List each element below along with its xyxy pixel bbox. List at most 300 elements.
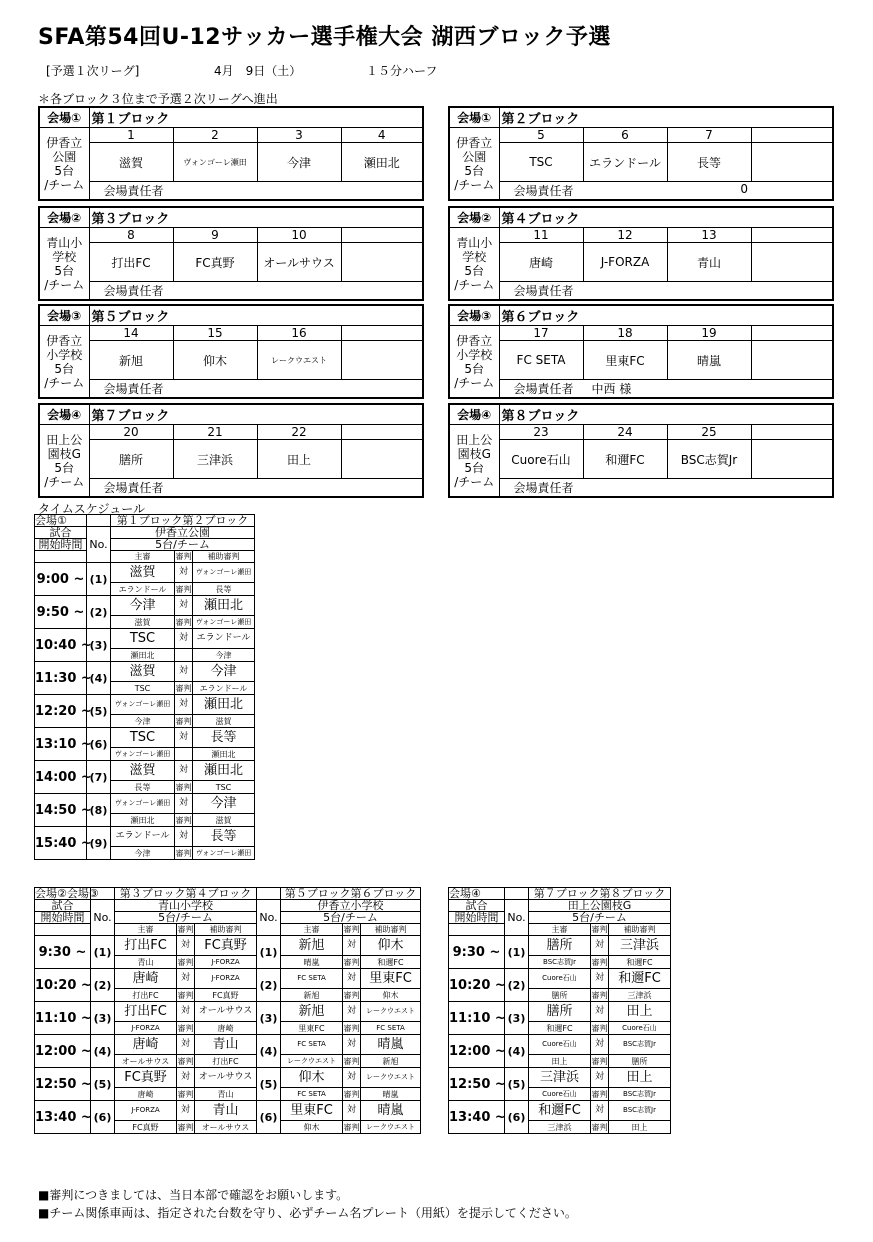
team-number: 9 [173,228,257,243]
referee-mark: 審判 [175,617,192,627]
assistant-referee-label: 補助審判 [195,924,257,936]
team-name: オールサウス [257,243,341,282]
main-referee-team: 瀬田北 [111,649,175,662]
home-team: TSC [111,629,175,649]
assistant-referee-team: オールサウス [195,1121,257,1134]
match-number: (4) [505,1035,529,1068]
spacer-cell [35,924,91,936]
match-start-time: 14:00 ~ [35,761,87,794]
cars-per-team: 5台/チーム [529,912,671,924]
team-number: 10 [257,228,341,243]
block-name: 第８ブロック [499,404,833,425]
home-team: 滋賀 [111,761,175,781]
vs-label: 対 [591,1035,609,1055]
block-name: 第３ブロック [89,207,423,228]
home-team: J-FORZA [115,1101,177,1121]
team-name: 打出FC [89,243,173,282]
team-name: 滋賀 [89,143,173,182]
team-name: 里東FC [583,341,667,380]
start-time-label: 開始時間 [35,539,87,551]
match-number: (3) [257,1002,281,1035]
match-start-time: 13:40 ~ [35,1101,91,1134]
referee-mark: 審判 [591,957,608,967]
referee-mark: 審判 [175,584,192,594]
spacer-cell [257,888,281,900]
team-number [341,425,423,440]
home-team: FC真野 [115,1068,177,1088]
match-number: (5) [257,1068,281,1101]
no-label: No. [257,900,281,936]
referee-mark: 審判 [343,1056,360,1066]
assistant-referee-team: 唐崎 [195,1022,257,1035]
block-name: 第２ブロック [499,107,833,128]
assistant-referee-team: 膳所 [609,1055,671,1068]
match-start-time: 9:30 ~ [449,936,505,969]
team-name: FC SETA [499,341,583,380]
home-team: ヴォンゴーレ瀬田 [111,794,175,814]
away-team: BSC志賀Jr [609,1101,671,1121]
match-start-time: 12:50 ~ [35,1068,91,1101]
match-start-time: 12:20 ~ [35,695,87,728]
vs-label: 対 [175,662,193,682]
no-label: No. [505,900,529,936]
referee-mark: 審判 [177,1023,194,1033]
away-team: 瀬田北 [193,761,255,781]
main-referee-team: レークウエスト [281,1055,343,1068]
match-start-time: 10:20 ~ [35,969,91,1002]
assistant-referee-team: 青山 [195,1088,257,1101]
match-number: (1) [91,936,115,969]
team-number: 6 [583,128,667,143]
assistant-referee-team: 和邇FC [361,956,421,969]
team-name: 瀬田北 [341,143,423,182]
team-number: 2 [173,128,257,143]
team-number: 23 [499,425,583,440]
vs-label: 対 [177,1035,195,1055]
match-number: (3) [91,1002,115,1035]
main-referee-team: 今津 [111,847,175,860]
team-number: 5 [499,128,583,143]
match-number: (5) [505,1068,529,1101]
team-number: 14 [89,326,173,341]
home-team: Cuore石山 [529,969,591,989]
away-team: オールサウス [195,1068,257,1088]
no-label: No. [91,900,115,936]
venue-manager-label: 会場責任者 [103,284,164,298]
vs-label: 対 [175,596,193,616]
away-team: 和邇FC [609,969,671,989]
team-number [751,228,833,243]
venue-detail-line: 5台 [54,361,75,376]
match-number: (3) [87,629,111,662]
team-name [751,143,833,182]
venue-detail-line: 公園 [52,149,77,164]
team-number: 24 [583,425,667,440]
venue-detail-line: 5台 [464,361,485,376]
assistant-referee-team: 晴嵐 [361,1088,421,1101]
schedule-place: 伊香立公園 [111,527,255,539]
main-referee-team: Cuore石山 [529,1088,591,1101]
venue-detail-line: 5台 [54,263,75,278]
spacer-cell [505,888,529,900]
venue-manager [499,479,833,498]
venue-detail-line: 田上公 [46,432,83,447]
match-label: 試合 [449,900,505,912]
referee-mark [175,649,193,662]
referee-label: 審判 [175,552,192,561]
team-name: 新旭 [89,341,173,380]
assistant-referee-team: 田上 [609,1121,671,1134]
match-start-time: 9:30 ~ [35,936,91,969]
referee-mark: 審判 [177,1056,194,1066]
vs-label: 対 [175,761,193,781]
schedule-venue-1 [34,514,255,860]
match-start-time: 9:50 ~ [35,596,87,629]
match-start-time: 11:10 ~ [35,1002,91,1035]
team-name: レークウエスト [257,341,341,380]
match-number: (2) [505,969,529,1002]
home-team: 膳所 [529,936,591,956]
team-number [751,128,833,143]
main-referee-label: 主審 [529,924,591,936]
match-start-time: 10:20 ~ [449,969,505,1002]
away-team: 晴嵐 [361,1035,421,1055]
team-name: J-FORZA [583,243,667,282]
team-number: 4 [341,128,423,143]
start-time-label: 開始時間 [35,912,91,924]
vs-label: 対 [343,936,361,956]
home-team: 和邇FC [529,1101,591,1121]
team-name: 膳所 [89,440,173,479]
home-team: 里東FC [281,1101,343,1121]
referee-mark: 審判 [175,716,192,726]
block-table [38,403,424,498]
venue-detail-line: /チーム [44,277,85,292]
team-number: 11 [499,228,583,243]
venue-label: 会場④ [449,404,499,425]
main-referee-team: TSC [111,682,175,695]
venue-manager-label: 会場責任者 [103,481,164,495]
venue-manager [89,182,423,201]
venue-detail-line: /チーム [44,177,85,192]
spacer-cell [35,551,87,563]
advance-note: ＊各ブロック３位まで予選２次リーグへ進出 [38,92,278,106]
vs-label: 対 [343,1068,361,1088]
team-name [341,341,423,380]
match-start-time: 12:00 ~ [35,1035,91,1068]
venue-detail-line: 伊香立 [456,333,493,348]
team-number: 12 [583,228,667,243]
match-number: (4) [257,1035,281,1068]
venue-label: 会場④ [39,404,89,425]
home-team: 今津 [111,596,175,616]
match-number: (5) [91,1068,115,1101]
home-team: 新旭 [281,1002,343,1022]
block-table [38,106,424,201]
venue-detail-line: 学校 [52,249,77,264]
venue-manager-label: 会場責任者 [513,382,574,396]
away-team: 瀬田北 [193,596,255,616]
schedule-venue-label: 会場④ [449,888,505,900]
away-team: 田上 [609,1068,671,1088]
venue-detail-line: /チーム [44,375,85,390]
venue-detail-line: 青山小 [456,235,493,250]
referee-mark [175,748,193,761]
venue-detail-line: 小学校 [456,347,493,362]
vs-label: 対 [343,1035,361,1055]
venue-manager-label: 会場責任者 [103,382,164,396]
match-start-time: 11:10 ~ [449,1002,505,1035]
away-team: 長等 [193,827,255,847]
team-number: 21 [173,425,257,440]
schedule-place: 青山小学校 [115,900,257,912]
referee-mark: 審判 [343,1122,360,1132]
match-start-time: 11:30 ~ [35,662,87,695]
cars-per-team: 5台/チーム [115,912,257,924]
venue-label: 会場② [449,207,499,228]
venue-detail-line: 伊香立 [46,135,83,150]
team-name [751,341,833,380]
home-team: 滋賀 [111,563,175,583]
home-team: 唐崎 [115,969,177,989]
away-team: 青山 [195,1035,257,1055]
match-start-time: 9:00 ~ [35,563,87,596]
match-start-time: 10:40 ~ [35,629,87,662]
venue-detail-line: 公園 [462,149,487,164]
referee-mark: 審判 [591,1056,608,1066]
venue-detail-line: /チーム [44,474,85,489]
vs-label: 対 [591,1101,609,1121]
home-team: 打出FC [115,936,177,956]
assistant-referee-team: J-FORZA [195,956,257,969]
team-name: 晴嵐 [667,341,751,380]
venue-details [39,228,89,301]
cars-per-team: 5台/チーム [281,912,421,924]
venue-detail-line: 5台 [54,163,75,178]
away-team: J-FORZA [195,969,257,989]
spacer-cell [449,924,505,936]
vs-label: 対 [343,969,361,989]
vs-label: 対 [177,969,195,989]
assistant-referee-team: 打出FC [195,1055,257,1068]
assistant-referee-team: エランドール [193,682,255,695]
team-name: 和邇FC [583,440,667,479]
team-number [341,326,423,341]
vs-label: 対 [343,1002,361,1022]
vs-label: 対 [177,1002,195,1022]
match-number: (4) [91,1035,115,1068]
venue-detail-line: 伊香立 [456,135,493,150]
match-number: (5) [87,695,111,728]
venue-manager-label: 会場責任者 [513,284,574,298]
referee-mark: 審判 [591,1023,608,1033]
match-number: (6) [87,728,111,761]
main-referee-team: 長等 [111,781,175,794]
venue-label: 会場③ [39,305,89,326]
referee-mark: 審判 [591,1122,608,1132]
team-number: 1 [89,128,173,143]
venue-detail-line: /チーム [454,177,495,192]
main-referee-team: 田上 [529,1055,591,1068]
away-team: 瀬田北 [193,695,255,715]
main-referee-label: 主審 [281,924,343,936]
vs-label: 対 [591,1002,609,1022]
match-start-time: 13:10 ~ [35,728,87,761]
vs-label: 対 [175,794,193,814]
home-team: TSC [111,728,175,748]
away-team: 晴嵐 [361,1101,421,1121]
vs-label: 対 [343,1101,361,1121]
match-number: (7) [87,761,111,794]
team-name: 三津浜 [173,440,257,479]
home-team: Cuore石山 [529,1035,591,1055]
venue-manager-label: 会場責任者 [103,184,164,198]
start-time-label: 開始時間 [449,912,505,924]
main-referee-team: FC真野 [115,1121,177,1134]
home-team: 仰木 [281,1068,343,1088]
vs-label: 対 [177,936,195,956]
home-team: 打出FC [115,1002,177,1022]
away-team: レークウエスト [361,1002,421,1022]
referee-mark: 審判 [175,848,192,858]
match-number: (9) [87,827,111,860]
match-date: 4月 9日（土） [214,64,302,78]
match-number: (4) [87,662,111,695]
team-number: 18 [583,326,667,341]
league-label: [予選１次リーグ] [46,64,140,78]
team-name: 仰木 [173,341,257,380]
team-name: 今津 [257,143,341,182]
team-number [751,425,833,440]
team-name: 長等 [667,143,751,182]
referee-label: 審判 [591,925,608,934]
schedule-venue-label: 会場① [35,515,87,527]
referee-mark: 審判 [175,683,192,693]
main-referee-team: ヴォンゴーレ瀬田 [111,748,175,761]
team-number: 16 [257,326,341,341]
referee-mark: 審判 [177,957,194,967]
referee-mark: 審判 [343,1089,360,1099]
main-referee-label: 主審 [111,551,175,563]
main-referee-team: 滋賀 [111,616,175,629]
venue-manager [499,380,833,399]
schedule-venue-2-3 [34,887,421,1134]
schedule-blocks: 第１ブロック第２ブロック [111,515,255,527]
page-title: SFA第54回U-12サッカー選手権大会 湖西ブロック予選 [38,25,611,50]
team-number: 17 [499,326,583,341]
venue-detail-line: 5台 [464,163,485,178]
match-number: (3) [505,1002,529,1035]
away-team: FC真野 [195,936,257,956]
venue-manager-value: 0 [740,182,748,196]
main-referee-team: 唐崎 [115,1088,177,1101]
team-number: 13 [667,228,751,243]
away-team: レークウエスト [361,1068,421,1088]
team-name [341,243,423,282]
vs-label: 対 [591,969,609,989]
venue-detail-line: 小学校 [46,347,83,362]
schedule-place: 田上公園枝G [529,900,671,912]
match-label: 試合 [35,900,91,912]
venue-detail-line: 青山小 [46,235,83,250]
vs-label: 対 [177,1068,195,1088]
assistant-referee-label: 補助審判 [193,551,255,563]
match-number: (6) [91,1101,115,1134]
referee-mark: 審判 [177,990,194,1000]
venue-details [39,128,89,201]
venue-detail-line: 学校 [462,249,487,264]
assistant-referee-team: BSC志賀Jr [609,1088,671,1101]
match-number: (1) [505,936,529,969]
match-start-time: 12:50 ~ [449,1068,505,1101]
match-number: (1) [87,563,111,596]
assistant-referee-label: 補助審判 [361,924,421,936]
team-name: 唐崎 [499,243,583,282]
assistant-referee-team: 今津 [193,649,255,662]
venue-manager-label: 会場責任者 [513,184,574,198]
venue-manager [89,282,423,301]
vs-label: 対 [175,827,193,847]
venue-details [449,326,499,399]
vs-label: 対 [175,629,193,649]
assistant-referee-team: 滋賀 [193,814,255,827]
main-referee-team: 今津 [111,715,175,728]
home-team: 新旭 [281,936,343,956]
match-number: (6) [257,1101,281,1134]
team-number: 15 [173,326,257,341]
assistant-referee-team: 和邇FC [609,956,671,969]
match-start-time: 15:40 ~ [35,827,87,860]
assistant-referee-team: 瀬田北 [193,748,255,761]
assistant-referee-team: 仰木 [361,989,421,1002]
referee-mark: 審判 [175,815,192,825]
assistant-referee-team: TSC [193,781,255,794]
block-table [38,304,424,399]
venue-detail-line: /チーム [454,277,495,292]
home-team: FC SETA [281,969,343,989]
venue-detail-line: /チーム [454,375,495,390]
main-referee-team: 打出FC [115,989,177,1002]
venue-details [449,128,499,201]
venue-label: 会場② [39,207,89,228]
referee-mark: 審判 [177,1122,194,1132]
team-number: 7 [667,128,751,143]
away-team: エランドール [193,629,255,649]
team-name: ヴォンゴーレ瀬田 [173,143,257,182]
away-team: 今津 [193,794,255,814]
block-table [448,304,834,399]
venue-detail-line: 伊香立 [46,333,83,348]
referee-mark: 審判 [343,1023,360,1033]
home-team: 滋賀 [111,662,175,682]
main-referee-team: 和邇FC [529,1022,591,1035]
main-referee-team: 里東FC [281,1022,343,1035]
team-name: エランドール [583,143,667,182]
no-label: No. [87,527,111,563]
away-team: 里東FC [361,969,421,989]
team-name [751,440,833,479]
main-referee-team: 新旭 [281,989,343,1002]
block-table [448,106,834,201]
away-team: オールサウス [195,1002,257,1022]
away-team: 仰木 [361,936,421,956]
vs-label: 対 [591,936,609,956]
venue-detail-line: 5台 [54,460,75,475]
team-name [341,440,423,479]
schedule-venue-label: 会場②会場③ [35,887,99,900]
footer-note-vehicles: ■チーム関係車両は、指定された台数を守り、必ずチーム名プレート（用紙）を提示してください。 [38,1206,577,1220]
block-table [448,206,834,301]
